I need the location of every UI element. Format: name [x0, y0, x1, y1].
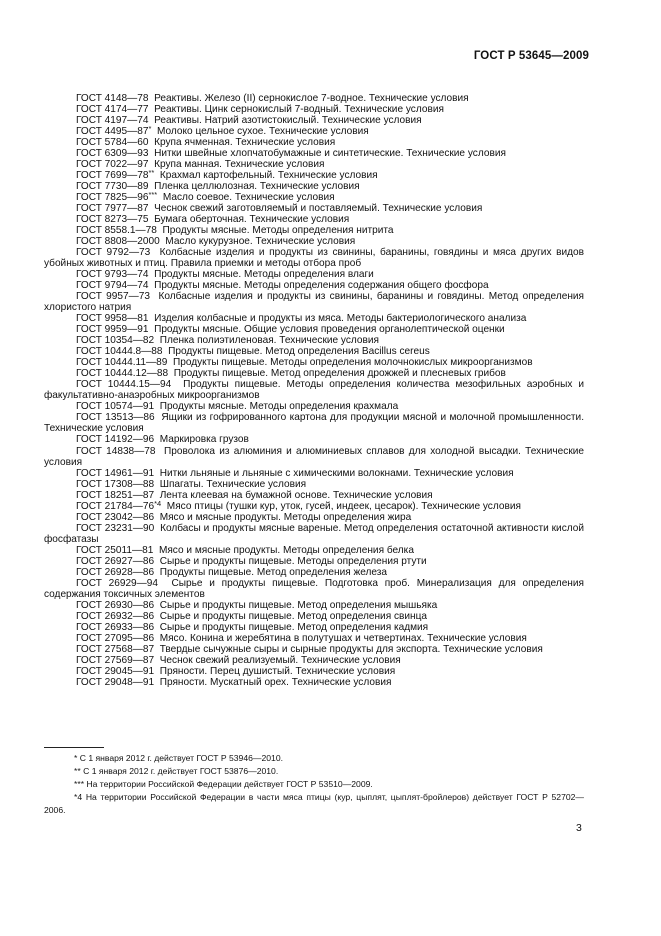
reference-title: Реактивы. Железо (II) сернокислое 7-водное. Технические условия [154, 93, 469, 104]
reference-item [44, 247, 584, 269]
reference-title: Колбасы и продукты мясные вареные. Метод определения остаточной активности кислой фосфатазы [44, 522, 584, 545]
reference-code: ГОСТ 5784—60 [76, 137, 149, 149]
reference-title: Проволока из алюминия и алюминиевых сплавов для холодной высадки. Технические условия [44, 445, 584, 468]
footnote-rule [44, 747, 104, 748]
reference-title: Мясо. Конина и жеребятина в полутушах и четвертинах. Технические условия [159, 632, 527, 644]
reference-title: Продукты мясные. Общие условия проведения органолептической оценки [154, 324, 505, 336]
reference-code: ГОСТ 14961—91 [76, 467, 155, 479]
reference-code: ГОСТ 26927—86 [76, 555, 155, 567]
reference-item [44, 666, 584, 677]
reference-code: ГОСТ 26933—86 [76, 621, 155, 633]
reference-title: Крупа ячменная. Технические условия [154, 137, 336, 149]
reference-item [44, 214, 584, 225]
reference-code: ГОСТ 8558.1—78 [76, 225, 157, 237]
reference-item [44, 498, 584, 512]
reference-code: ГОСТ 10444.8—88 [76, 346, 163, 358]
reference-title: Лента клеевая на бумажной основе. Технические условия [159, 489, 433, 501]
reference-title: Реактивы. Натрий азотистокислый. Технические условия [154, 115, 422, 127]
reference-title: Пленка целлюлозная. Технические условия [154, 181, 360, 193]
reference-code: ГОСТ 6309—93 [76, 148, 149, 160]
reference-title: Сырье и продукты пищевые. Метод определения мышьяка [159, 599, 438, 611]
reference-code: ГОСТ 27568—87 [76, 643, 155, 655]
reference-code: ГОСТ 9959—91 [76, 324, 149, 336]
reference-item [44, 545, 584, 556]
reference-item [44, 644, 584, 655]
reference-item [44, 137, 584, 148]
reference-item [44, 170, 584, 181]
reference-code: ГОСТ 10354—82 [76, 335, 155, 347]
footnote-text: С 1 января 2012 г. действует ГОСТ 53876—2010. [83, 766, 279, 776]
footnote-mark: *4 [74, 792, 83, 802]
reference-item [44, 335, 584, 346]
reference-title: Продукты мясные. Методы определения содержания общего фосфора [154, 280, 489, 292]
footnote-text: На территории Российской Федерации в части мяса птицы (кур, цыплят, цыплят-бройлеров) действует ГОСТ Р 52702—2006. [44, 792, 585, 815]
reference-code: ГОСТ 26932—86 [76, 610, 155, 622]
reference-item [44, 611, 584, 622]
reference-title: Сырье и продукты пищевые. Методы определения ртути [159, 555, 427, 567]
reference-code: ГОСТ 9957—73 [76, 291, 150, 303]
reference-code: ГОСТ 7825—96 [76, 192, 149, 204]
reference-code: ГОСТ 27569—87 [76, 654, 155, 666]
reference-code: ГОСТ 7699—78 [76, 170, 149, 182]
reference-code: ГОСТ 26930—86 [76, 599, 155, 611]
reference-code: ГОСТ 10574—91 [76, 401, 155, 413]
reference-item [44, 434, 584, 445]
footnote [44, 765, 584, 778]
reference-code: ГОСТ 4148—78 [76, 93, 149, 104]
references-list [44, 93, 584, 688]
reference-title: Чеснок свежий заготовляемый и поставляемый. Технические условия [154, 203, 483, 215]
reference-title: Продукты мясные. Методы определения влаги [154, 269, 374, 281]
reference-title: Нитки швейные хлопчатобумажные и синтетические. Технические условия [154, 148, 506, 160]
reference-title: Крупа манная. Технические условия [154, 159, 325, 171]
reference-item [44, 412, 584, 434]
footnote-mark: ** [74, 766, 81, 776]
reference-item [44, 181, 584, 192]
reference-item [44, 401, 584, 412]
reference-item [44, 479, 584, 490]
reference-title: Изделия колбасные и продукты из мяса. Методы бактериологического анализа [154, 313, 527, 325]
reference-code: ГОСТ 25011—81 [76, 544, 154, 556]
reference-code: ГОСТ 23042—86 [76, 511, 155, 523]
reference-code: ГОСТ 9793—74 [76, 269, 149, 281]
reference-title: Масло соевое. Технические условия [162, 192, 335, 204]
reference-title: Крахмал картофельный. Технические условия [159, 170, 378, 182]
reference-code: ГОСТ 10444.12—88 [76, 368, 169, 380]
reference-item [44, 677, 584, 688]
reference-title: Молоко цельное сухое. Технические условия [156, 126, 369, 138]
reference-code: ГОСТ 9794—74 [76, 280, 149, 292]
reference-title: Продукты мясные. Методы определения крахмала [159, 401, 399, 413]
reference-title: Сырье и продукты пищевые. Метод определения свинца [159, 610, 427, 622]
reference-item [44, 490, 584, 501]
reference-title: Реактивы. Цинк сернокислый 7-водный. Технические условия [154, 104, 444, 116]
reference-code: ГОСТ 7977—87 [76, 203, 149, 215]
reference-item [44, 115, 584, 126]
reference-title: Продукты пищевые. Методы определения молочнокислых микроорганизмов [172, 357, 533, 369]
reference-item [44, 313, 584, 324]
footnote-text: На территории Российской Федерации действует ГОСТ Р 53510—2009. [86, 779, 373, 789]
reference-item [44, 633, 584, 644]
reference-item [44, 512, 584, 523]
reference-item [44, 578, 584, 600]
page-number: 3 [576, 822, 582, 834]
reference-title: Сырье и продукты пищевые. Подготовка проб. Минерализация для определения содержания токсичных элементов [44, 577, 584, 600]
reference-item [44, 600, 584, 611]
reference-item [44, 269, 584, 280]
reference-item [44, 556, 584, 567]
reference-code: ГОСТ 8273—75 [76, 214, 149, 226]
reference-title: Сырье и продукты пищевые. Метод определения кадмия [159, 621, 429, 633]
reference-code: ГОСТ 10444.15—94 [76, 379, 172, 391]
reference-code: ГОСТ 21784—76 [76, 500, 155, 512]
reference-item [44, 280, 584, 291]
reference-item [44, 148, 584, 159]
reference-title: Масло кукурузное. Технические условия [165, 236, 356, 248]
reference-title: Твердые сычужные сыры и сырные продукты для экспорта. Технические условия [159, 643, 543, 655]
reference-title: Продукты пищевые. Метод определения дрожжей и плесневых грибов [173, 368, 506, 380]
reference-title: Пряности. Мускатный орех. Технические условия [159, 676, 392, 688]
reference-code: ГОСТ 26928—86 [76, 566, 155, 578]
reference-code: ГОСТ 4174—77 [76, 104, 149, 116]
footnote-text: С 1 января 2012 г. действует ГОСТ Р 53946—2010. [79, 753, 283, 763]
reference-code: ГОСТ 8808—2000 [76, 236, 160, 248]
reference-item [44, 104, 584, 115]
reference-code: ГОСТ 23231—90 [76, 522, 155, 534]
reference-note-mark: ** [148, 168, 155, 178]
reference-title: Мясо птицы (тушки кур, уток, гусей, индеек, цесарок). Технические условия [166, 500, 521, 512]
reference-item [44, 324, 584, 335]
reference-title: Ящики из гофрированного картона для продукции мясной и молочной промышленности. Технические условия [44, 412, 584, 435]
reference-item [44, 291, 584, 313]
reference-title: Чеснок свежий реализуемый. Технические условия [159, 654, 401, 666]
footnote [44, 778, 584, 791]
reference-item [44, 159, 584, 170]
reference-code: ГОСТ 14192—96 [76, 434, 155, 446]
reference-title: Маркировка грузов [159, 434, 249, 446]
reference-item [44, 357, 584, 368]
reference-title: Бумага оберточная. Технические условия [154, 214, 350, 226]
reference-item [44, 523, 584, 545]
reference-code: ГОСТ 7730—89 [76, 181, 149, 193]
reference-item [44, 126, 584, 137]
reference-note-mark: * [148, 124, 152, 134]
reference-title: Мясо и мясные продукты. Методы определения жира [159, 511, 412, 523]
reference-code: ГОСТ 4197—74 [76, 115, 149, 127]
footnotes [44, 752, 584, 817]
reference-code: ГОСТ 17308—88 [76, 478, 155, 490]
reference-code: ГОСТ 26929—94 [76, 577, 158, 589]
reference-item [44, 655, 584, 666]
reference-title: Пленка полиэтиленовая. Технические условия [159, 335, 379, 347]
footnote-mark: * [74, 753, 78, 763]
reference-item [44, 622, 584, 633]
page-header: ГОСТ Р 53645—2009 [473, 50, 589, 62]
reference-title: Продукты мясные. Методы определения нитрита [162, 225, 394, 237]
reference-title: Колбасные изделия и продукты из свинины, баранины и говядины. Метод определения хлористого натрия [44, 291, 585, 314]
reference-title: Шпагаты. Технические условия [159, 478, 307, 490]
reference-title: Продукты пищевые. Метод определения Bacillus cereus [168, 346, 430, 358]
reference-code: ГОСТ 4495—87 [76, 126, 149, 138]
reference-item [44, 346, 584, 357]
reference-item [44, 379, 584, 401]
footnote-mark: *** [74, 779, 85, 789]
reference-code: ГОСТ 10444.11—89 [76, 357, 168, 369]
reference-item [44, 93, 584, 104]
reference-code: ГОСТ 7022—97 [76, 159, 149, 171]
reference-code: ГОСТ 9792—73 [76, 247, 151, 259]
reference-title: Нитки льняные и льняные с химическими волокнами. Технические условия [159, 467, 514, 479]
reference-item [44, 567, 584, 578]
reference-title: Пряности. Перец душистый. Технические условия [159, 665, 396, 677]
reference-code: ГОСТ 13513—86 [76, 412, 155, 424]
reference-item [44, 225, 584, 236]
reference-title: Продукты пищевые. Метод определения железа [159, 566, 388, 578]
reference-code: ГОСТ 14838—78 [76, 445, 156, 457]
reference-code: ГОСТ 27095—86 [76, 632, 155, 644]
reference-code: ГОСТ 18251—87 [76, 489, 155, 501]
reference-item [44, 368, 584, 379]
reference-title: Мясо и мясные продукты. Методы определения белка [158, 544, 414, 556]
reference-note-mark: *** [148, 190, 158, 200]
footnote [44, 752, 584, 765]
reference-item [44, 446, 584, 468]
reference-item [44, 236, 584, 247]
reference-title: Продукты пищевые. Методы определения количества мезофильных аэробных и факультативно-анаэробных микроорганизмов [44, 379, 584, 402]
reference-code: ГОСТ 29045—91 [76, 665, 155, 677]
reference-code: ГОСТ 29048—91 [76, 676, 155, 688]
reference-item [44, 192, 584, 203]
reference-title: Колбасные изделия и продукты из свинины, баранины, говядины и мяса других видов убойных животных и птиц. Правила приемки и методы отбора проб [44, 247, 584, 270]
reference-note-mark: *4 [154, 498, 162, 508]
reference-item [44, 203, 584, 214]
reference-code: ГОСТ 9958—81 [76, 313, 149, 325]
footnote [44, 791, 584, 817]
reference-item [44, 468, 584, 479]
